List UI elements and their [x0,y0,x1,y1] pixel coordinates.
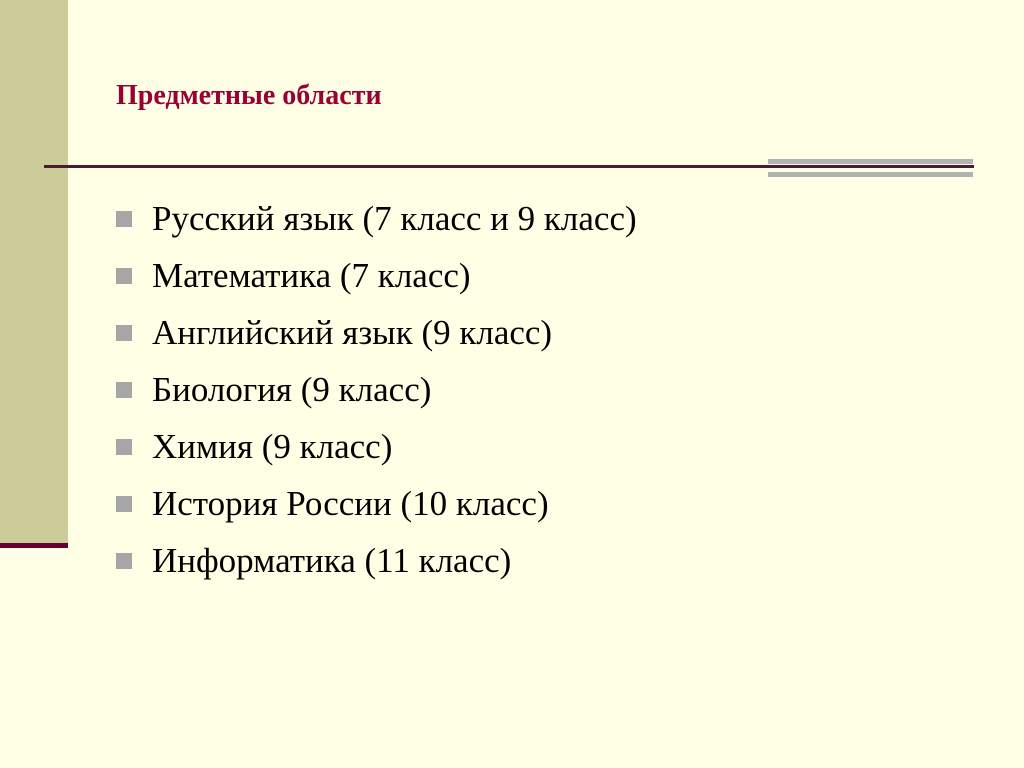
list-item-text: Химия (9 класс) [152,426,393,466]
list-item-text: Английский язык (9 класс) [152,312,553,352]
list-item-text: История России (10 класс) [152,483,549,523]
square-bullet-icon [116,496,132,512]
slide-title: Предметные области [116,80,382,111]
list-item [116,361,637,418]
list-item-text: Информатика (11 класс) [152,540,512,580]
square-bullet-icon [116,439,132,455]
left-divider-line [0,543,68,548]
title-divider-line [44,165,974,168]
list-item [116,190,637,247]
list-item-text: Биология (9 класс) [152,369,432,409]
square-bullet-icon [116,268,132,284]
list-item [116,304,637,361]
square-bullet-icon [116,325,132,341]
list-item [116,247,637,304]
gray-accent-line [768,159,973,164]
list-item-text: Математика (7 класс) [152,255,471,295]
square-bullet-icon [116,382,132,398]
square-bullet-icon [116,211,132,227]
list-item [116,532,637,589]
gray-accent-line [768,172,973,177]
list-item-text: Русский язык (7 класс и 9 класс) [152,198,637,238]
list-item [116,475,637,532]
list-item [116,418,637,475]
square-bullet-icon [116,553,132,569]
left-decorative-bar [0,0,68,543]
subject-list [116,190,637,589]
